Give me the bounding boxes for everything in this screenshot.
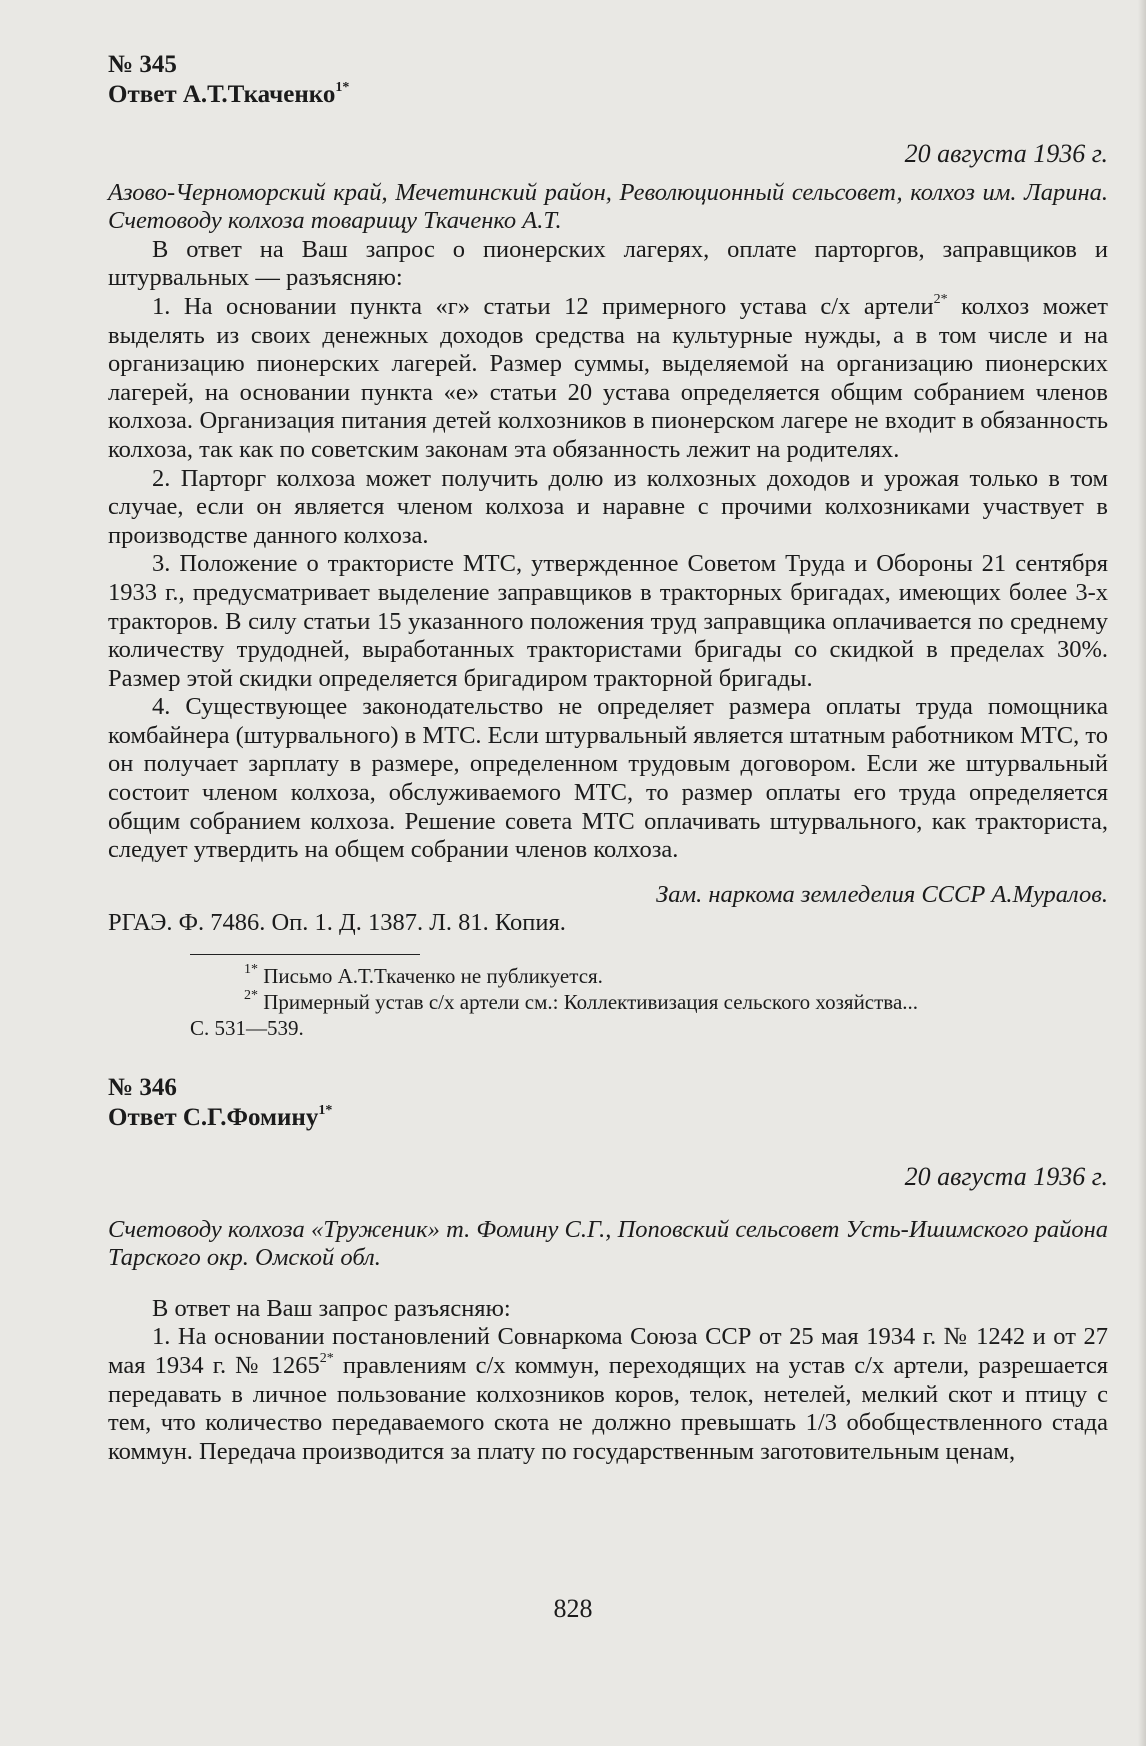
title-text: Ответ А.Т.Ткаченко: [108, 81, 336, 108]
paragraph-2: 2. Парторг колхоза может получить долю из колхозных доходов и урожая только в том случае, если он является членом колхоза и наравне с прочими колхозниками участвует в производстве данного колхоза.: [108, 464, 1108, 549]
footnote-2-continuation: С. 531—539.: [190, 1016, 304, 1041]
paragraph-4: 4. Существующее законодательство не определяет размера оплаты труда помощника комбайнера (штурвального) в МТС. Если штурвальный является штатным работником МТС, то он получает зарплату в размере, определенном трудовым договором. Если же штурвальный состоит членом колхоза, обслуживаемого МТС, то размер оплаты его труда определяется общим собранием колхоза. Решение совета МТС оплачивать штурвального, как тракториста, следует утвердить на общем собрании членов колхоза.: [108, 693, 1108, 864]
paragraph-1-text-b: колхоз может выделять из своих денежных доходов средства на культурные нужды, а в том числе и на организацию пионерских лагерей. Размер суммы, выделяемой на организацию пионерских лагерей, на основании пункта «е» статьи 20 устава определяется общим собранием членов колхоза. Организация питания детей колхозников в пионерском лагере не входит в обязанность колхоза, так как по советским законам эта обязанность лежит на родителях.: [108, 292, 1108, 463]
footnote-mark: 2*: [933, 291, 948, 307]
footnote-mark: 2*: [319, 1350, 334, 1366]
paragraph-1: [108, 293, 1108, 465]
footnote-divider: [190, 954, 420, 955]
document-date: 20 августа 1936 г.: [904, 1162, 1108, 1192]
document-346: [108, 1073, 1108, 1466]
paragraph-1: [108, 1323, 1108, 1466]
footnote-1: [244, 963, 1108, 989]
intro-paragraph: В ответ на Ваш запрос разъясняю:: [152, 1294, 511, 1322]
fraction: 1/3: [805, 1409, 837, 1437]
paragraph-3: 3. Положение о трактористе МТС, утвержденное Советом Труда и Обороны 21 сентября 1933 г., предусматривает выделение заправщиков в тракторных бригадах, имеющих более 3-х тракторов. В силу статьи 15 указанного положения труд заправщика оплачивается по среднему количеству трудодней, выработанных трактористами бригады со скидкой в пределах 30%. Размер этой скидки определяется бригадиром тракторной бригады.: [108, 550, 1108, 692]
paragraph-1-text-c: обобществленного стада коммун. Передача производится за плату по государственным заготовительным ценам,: [108, 1409, 1108, 1465]
intro-paragraph: В ответ на Ваш запрос о пионерских лагерях, оплате парторгов, заправщиков и штурвальных — разъясняю:: [108, 235, 1108, 292]
footnote-2-mark: 2*: [244, 988, 258, 1004]
document-page: [108, 50, 1108, 1466]
paragraph-1-text-a: 1. На основании постановлений Совнаркома Союза ССР от 25 мая 1934 г. № 1242 и от 27 мая 1934 г. № 1265: [108, 1323, 1108, 1379]
title-footnote-mark: 1*: [335, 79, 350, 95]
addressee: Азово-Черноморский край, Мечетинский район, Революционный сельсовет, колхоз им. Ларина. Счетоводу колхоза товарищу Ткаченко А.Т.: [108, 178, 1108, 235]
footnote-1-mark: 1*: [244, 962, 258, 978]
document-date: 20 августа 1936 г.: [904, 139, 1108, 168]
page-number: 828: [553, 1594, 593, 1623]
footnote-2: [244, 989, 1108, 1015]
document-title: [108, 1103, 1108, 1133]
footnote-1-text: Письмо А.Т.Ткаченко не публикуется.: [258, 964, 603, 989]
footnote-2-text: Примерный устав с/х артели см.: Коллективизация сельского хозяйства...: [258, 990, 919, 1015]
document-number: № 346: [108, 1074, 177, 1102]
page-edge-shadow: [1138, 0, 1146, 1746]
document-title: [108, 80, 1108, 110]
title-footnote-mark: 1*: [318, 1102, 333, 1118]
paragraph-1-text-a: 1. На основании пункта «г» статьи 12 примерного устава с/х артели: [152, 292, 934, 320]
signature: Зам. наркома земледелия СССР А.Муралов.: [656, 880, 1108, 908]
document-345: [108, 50, 1108, 1041]
archive-reference: РГАЭ. Ф. 7486. Оп. 1. Д. 1387. Л. 81. Копия.: [108, 909, 566, 937]
paragraph-1-text-b: правлениям с/х коммун, переходящих на устав с/х артели, разрешается передавать в личное пользование колхозников коров, телок, нетелей, мелкий скот и птицу с тем, что количество передаваемого скота не должно превышать: [108, 1352, 1109, 1437]
addressee: Счетоводу колхоза «Труженик» т. Фомину С.Г., Поповский сельсовет Усть-Ишимского района Тарского окр. Омской обл.: [108, 1215, 1108, 1272]
document-number: № 345: [108, 51, 177, 78]
title-text: Ответ С.Г.Фомину: [108, 1104, 319, 1132]
